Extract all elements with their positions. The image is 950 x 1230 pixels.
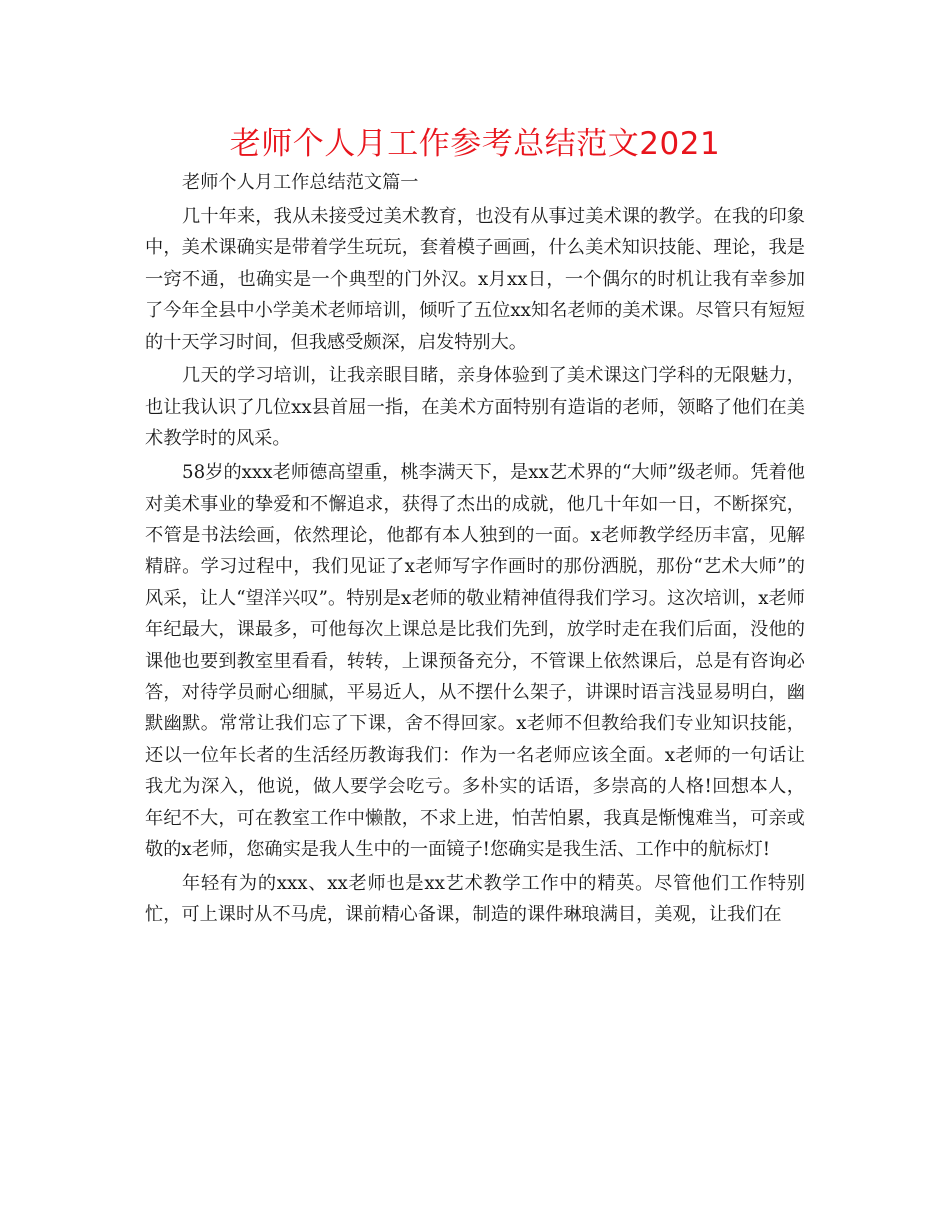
section-subtitle: 老师个人月工作总结范文篇一 bbox=[182, 172, 419, 193]
document-title: 老师个人月工作参考总结范文2021 bbox=[229, 126, 721, 162]
paragraph-2: 几天的学习培训，让我亲眼目睹，亲身体验到了美术课这门学科的无限魅力，也让我认识了几位xx县首屈一指，在美术方面特别有造诣的老师，领略了他们在美术教学时的风采。 bbox=[145, 365, 805, 450]
document-body bbox=[145, 167, 805, 931]
paragraph-3: 58岁的xxx老师德高望重，桃李满天下，是xx艺术界的“大师”级老师。凭着他对美术事业的挚爱和不懈追求，获得了杰出的成就，他几十年如一日，不断探究，不管是书法绘画，依然理论，他都有本人独到的一面。x老师教学经历丰富，见解精辟。学习过程中，我们见证了x老师写字作画时的那份洒脱，那份“艺术大师”的风采，让人“望洋兴叹”。特别是x老师的敬业精神值得我们学习。这次培训，x老师年纪最大，课最多，可他每次上课总是比我们先到，放学时走在我们后面，没他的课他也要到教室里看看，转转，上课预备充分，不管课上依然课后，总是有咨询必答，对待学员耐心细腻，平易近人，从不摆什么架子，讲课时语言浅显易明白，幽默幽默。常常让我们忘了下课，舍不得回家。x老师不但教给我们专业知识技能，还以一位年长者的生活经历教诲我们：作为一名老师应该全面。x老师的一句话让我尤为深入，他说，做人要学会吃亏。多朴实的话语，多崇高的人格!回想本人，年纪不大，可在教室工作中懒散，不求上进，怕苦怕累，我真是惭愧难当，可亲或敬的x老师，您确实是我人生中的一面镜子!您确实是我生活、工作中的航标灯! bbox=[145, 462, 805, 861]
paragraph-1: 几十年来，我从未接受过美术教育，也没有从事过美术课的教学。在我的印象中，美术课确实是带着学生玩玩，套着模子画画，什么美术知识技能、理论，我是一窍不通，也确实是一个典型的门外汉。x月xx日，一个偶尔的时机让我有幸参加了今年全县中小学美术老师培训，倾听了五位xx知名老师的美术课。尽管只有短短的十天学习时间，但我感受颇深，启发特别大。 bbox=[145, 205, 805, 353]
paragraph-4: 年轻有为的xxx、xx老师也是xx艺术教学工作中的精英。尽管他们工作特别忙，可上课时从不马虎，课前精心备课，制造的课件琳琅满目，美观，让我们在 bbox=[145, 872, 805, 926]
